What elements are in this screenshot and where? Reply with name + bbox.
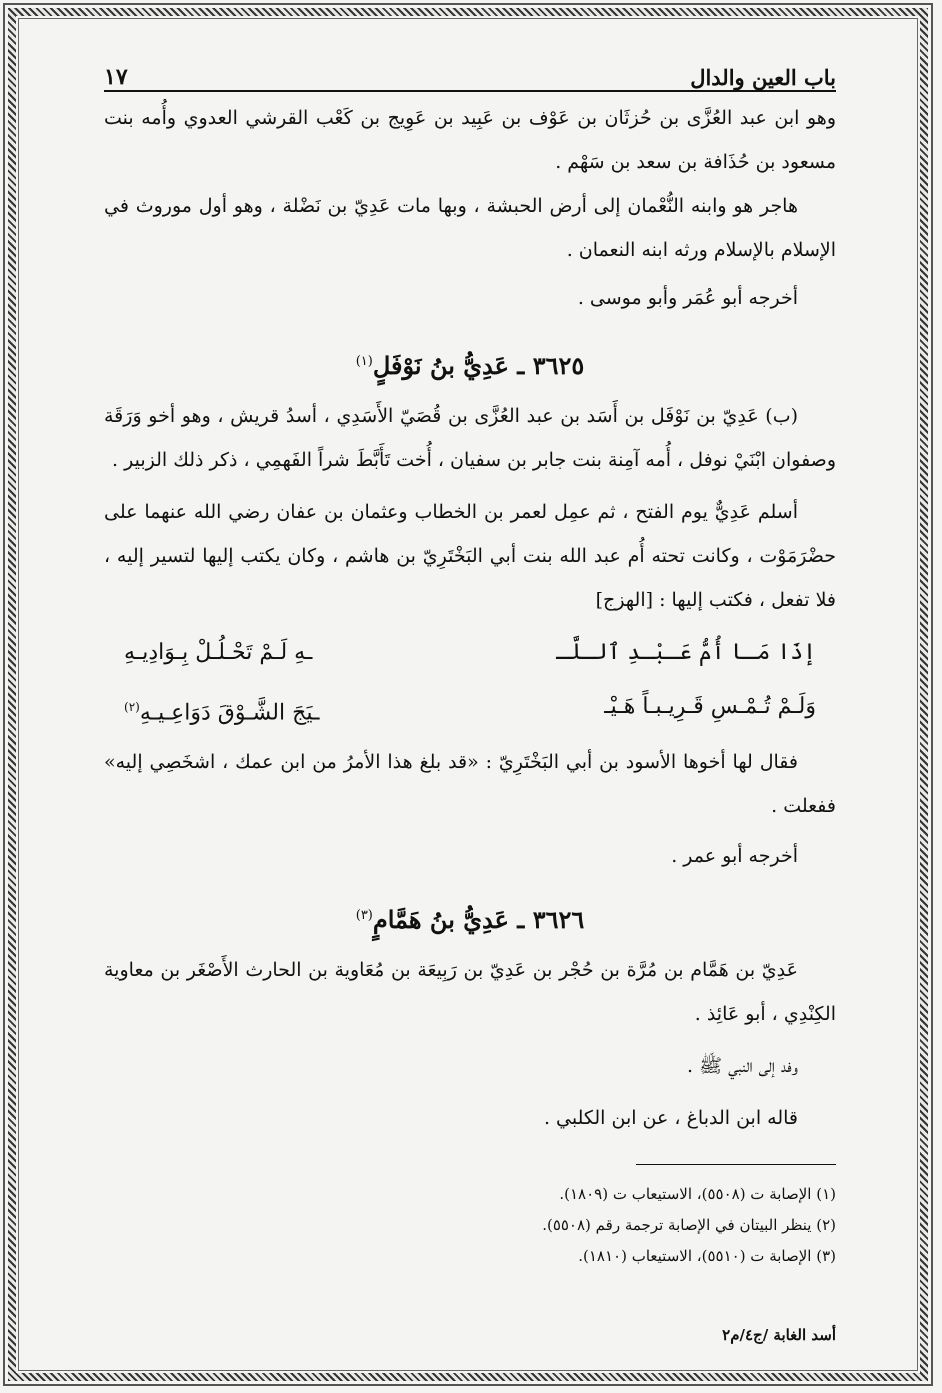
poem-hemistich: وَلَـمْ تُـمْـسِ قَـرِيـبـاً هَـيْـ <box>604 694 816 719</box>
footnote-separator <box>636 1164 836 1165</box>
page-body <box>104 58 836 1272</box>
poem-hemistich-end <box>124 680 442 740</box>
page-footer <box>104 1326 836 1344</box>
footnote-marker: (٣) <box>355 908 373 924</box>
chapter-title: باب العين والدال <box>690 65 836 90</box>
paragraph: أخرجه أبو عُمَر وأبو موسى . <box>577 287 798 309</box>
poem-hemistich: إذَا مَـا أُمُّ عَـبْـدِ ٱلـلَّـ <box>555 640 816 665</box>
poem-hemistich: ـيَجَ الشَّـوْقَ دَوَاعِـيـهِ <box>139 700 320 726</box>
footnote-marker: (١) <box>355 354 373 369</box>
paragraph: قاله ابن الدباغ ، عن ابن الكلبي . <box>543 1107 798 1130</box>
book-signature: أسد الغابة /ج٤/م٢ <box>722 1326 836 1344</box>
footnote: (١) الإصابة ت (٥٥٠٨)، الاستيعاب ت (١٨٠٩). <box>559 1185 836 1204</box>
poem-line <box>124 680 816 740</box>
entry-heading-text: ٣٦٢٦ ـ عَدِيُّ بنُ هَمَّامٍ <box>372 905 585 935</box>
running-header <box>104 58 836 92</box>
paragraph: وفد إلى النبي ﷺ . <box>687 1055 798 1078</box>
footnote: (٣) الإصابة ت (٥٥١٠)، الاستيعاب (١٨١٠). <box>578 1247 836 1266</box>
paragraph: فقال لها أخوها الأسود بن أبي البَخْتَرِيّ : «قد بلغ هذا الأمرُ من ابن عمك ، اشخَصِي إليه» ففعلت . <box>104 751 836 818</box>
poem-line <box>124 626 816 680</box>
paragraph: هاجر هو وابنه النُّعْمان إلى أرض الحبشة ، وبها مات عَدِيّ بن نَضْلة ، وهو أول موروث في الإسلام بالإسلام ورثه ابنه النعمان . <box>104 195 836 261</box>
entry-heading-text: ٣٦٢٥ ـ عَدِيُّ بنُ نَوْفَلٍ <box>372 351 585 380</box>
paragraph: عَدِيّ بن هَمَّام بن مُرَّة بن حُجْر بن عَدِيّ بن رَبِيعَة بن مُعَاوية بن الحارث الأَصْغَر بن معاوية الكِنْدِي ، أبو عَائِذ . <box>104 959 836 1026</box>
entry-heading <box>104 888 836 948</box>
paragraph: أسلم عَدِيٌّ يوم الفتح ، ثم عمِل لعمر بن الخطاب وعثمان بن عفان رضي الله عنهما على حضْرَمَوْت ، وكانت تحته أُم عبد الله بنت أبي البَخْتَرِيّ بن هاشم ، وكان يكتب إليها لتسير إليه ، فلا تفعل ، فكتب إليها : [الهزج] <box>104 501 836 611</box>
footnote-marker: (٢) <box>124 700 140 714</box>
poem-hemistich: ـهِ لَـمْ تَحْـلُـلْ بِـوَادِيـهِ <box>124 640 313 665</box>
paragraph: وهو ابن عبد العُزَّى بن حُزثَان بن عَوْف بن عَبِيد بن عَوِيج بن كَعْب القرشي العدوي وأُمه بنت مسعود بن حُذَافة بن سعد بن سَهْم . <box>104 107 836 173</box>
entry-heading <box>104 334 836 394</box>
poem <box>104 622 836 740</box>
paragraph: أخرجه أبو عمر . <box>671 845 798 868</box>
paragraph: (ب) عَدِيّ بن نَوْفَل بن أَسَد بن عبد العُزَّى بن قُصَيّ الأَسَدِي ، أسدُ قريش ، وهو أخو وَرَقَة وصفوان ابْنَيْ نوفل ، أُمه آمِنة بنت جابر بن سفيان ، أُخت تَأَبَّطَ شراً الفَهمِي ، ذكر ذلك الزبير . <box>104 405 836 471</box>
page-number: ١٧ <box>104 64 128 90</box>
footnote: (٢) ينظر البيتان في الإصابة ترجمة رقم (٥٥٠٨). <box>542 1216 836 1235</box>
